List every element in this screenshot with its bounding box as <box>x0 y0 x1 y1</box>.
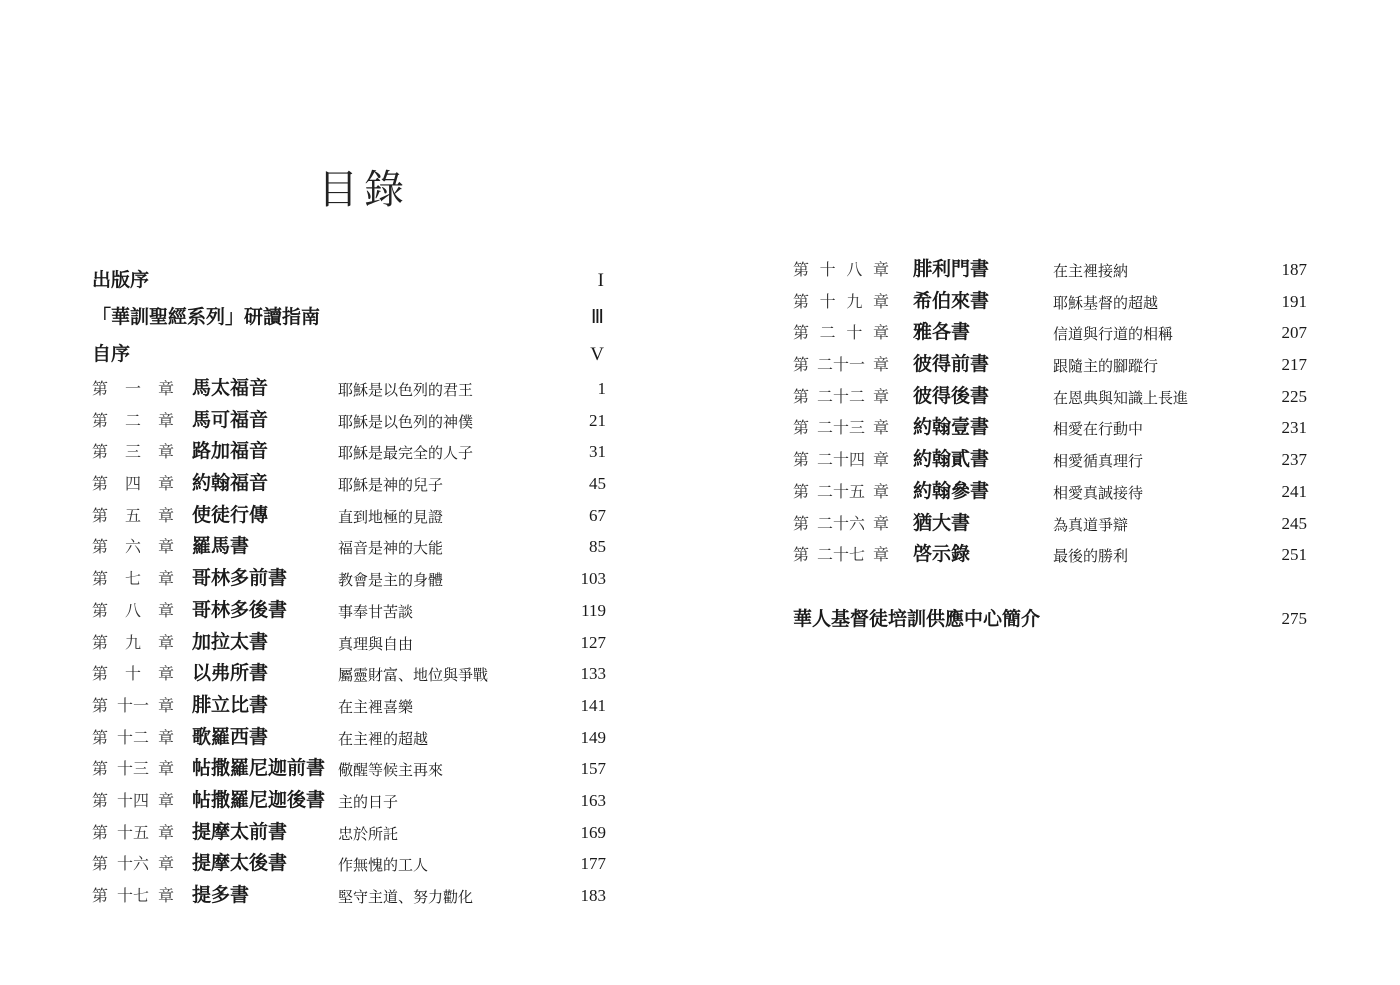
chapter-book-title: 哥林多後書 <box>192 598 288 621</box>
front-matter-page-number: V <box>590 344 604 365</box>
chapter-entry[interactable] <box>92 373 612 405</box>
chapter-number-label <box>92 848 174 880</box>
chapter-label-char: 二十三 <box>816 418 865 438</box>
chapter-label-char: 三 <box>124 442 141 462</box>
chapter-label-char: 九 <box>124 632 141 652</box>
appendix-page-number: 275 <box>1281 608 1307 628</box>
chapter-book-title: 馬可福音 <box>192 408 269 431</box>
chapter-page-number: 169 <box>580 822 606 842</box>
chapter-label-char: 十一 <box>116 695 149 715</box>
page-title: 目錄 <box>318 167 410 213</box>
chapter-theme: 相愛在行動中 <box>1053 420 1144 439</box>
chapter-theme: 耶穌是以色列的神僕 <box>338 412 474 431</box>
chapter-label-char: 第 <box>92 759 109 779</box>
chapter-label-char: 二十一 <box>816 355 865 375</box>
chapter-book-title: 約翰貳書 <box>913 448 990 471</box>
chapter-book-title: 希伯來書 <box>913 289 990 312</box>
chapter-theme: 福音是神的大能 <box>338 539 444 558</box>
chapter-book-title: 彼得後書 <box>913 384 990 407</box>
chapter-book-title: 約翰參書 <box>913 479 990 502</box>
front-matter-title: 自序 <box>92 343 131 365</box>
chapter-page-number: 157 <box>580 759 606 779</box>
chapter-entry[interactable] <box>92 817 612 849</box>
chapter-label-char: 章 <box>157 505 174 525</box>
chapter-label-char: 章 <box>157 759 174 779</box>
chapter-theme: 耶穌是神的兒子 <box>338 476 444 495</box>
chapter-number-label <box>793 444 889 476</box>
front-matter-title: 「華訓聖經系列」研讀指南 <box>92 306 321 328</box>
chapter-label-char: 十四 <box>116 790 149 810</box>
chapter-entry[interactable] <box>92 658 612 690</box>
chapter-entry[interactable] <box>92 563 612 595</box>
chapter-page-number: 177 <box>580 854 606 874</box>
chapter-entry[interactable] <box>793 444 1313 476</box>
chapter-page-number: 241 <box>1281 481 1307 501</box>
chapter-entry[interactable] <box>92 880 612 912</box>
chapter-label-char: 二十五 <box>816 481 865 501</box>
chapter-theme: 跟隨主的腳蹤行 <box>1053 357 1159 376</box>
chapter-book-title: 加拉太書 <box>192 630 269 653</box>
chapter-book-title: 歌羅西書 <box>192 725 269 748</box>
chapter-label-char: 第 <box>92 379 109 398</box>
chapter-label-char: 章 <box>872 450 889 470</box>
chapter-theme: 堅守主道、努力勸化 <box>338 888 474 906</box>
chapter-label-char: 二 <box>124 410 141 430</box>
chapter-theme: 屬靈財富、地位與爭戰 <box>338 666 489 685</box>
chapter-theme: 主的日子 <box>338 792 399 811</box>
chapter-label-char: 一 <box>124 379 141 398</box>
chapter-label-char: 第 <box>92 822 109 842</box>
chapter-number-label <box>92 500 174 532</box>
chapter-label-char: 章 <box>157 379 174 398</box>
front-matter-entry[interactable] <box>92 262 612 299</box>
chapter-theme: 教會是主的身體 <box>338 571 444 590</box>
front-matter-entry[interactable] <box>92 299 612 336</box>
chapter-theme: 耶穌基督的超越 <box>1053 293 1159 312</box>
appendix-title: 華人基督徒培訓供應中心簡介 <box>793 607 1041 630</box>
chapter-label-char: 十七 <box>116 886 149 905</box>
chapter-label-char: 章 <box>872 481 889 501</box>
chapter-label-char: 第 <box>793 513 810 533</box>
chapter-theme: 相愛真誠接待 <box>1053 483 1144 502</box>
chapter-entry[interactable] <box>92 405 612 437</box>
chapter-page-number: 85 <box>589 537 606 557</box>
chapter-number-label <box>793 381 889 413</box>
chapter-entry[interactable] <box>92 848 612 880</box>
chapter-label-char: 四 <box>124 474 141 494</box>
chapter-theme: 在主裡喜樂 <box>338 697 414 716</box>
chapter-theme: 儆醒等候主再來 <box>338 761 444 780</box>
chapter-number-label <box>92 405 174 437</box>
chapter-label-char: 章 <box>157 790 174 810</box>
chapter-number-label <box>92 563 174 595</box>
chapter-number-label <box>793 254 889 286</box>
chapter-label-char: 第 <box>92 854 109 874</box>
chapter-entry[interactable] <box>793 254 1313 286</box>
chapter-book-title: 哥林多前書 <box>192 567 288 590</box>
chapter-book-title: 以弗所書 <box>192 662 269 685</box>
chapter-page-number: 245 <box>1281 513 1307 533</box>
chapter-label-char: 九 <box>846 291 863 311</box>
chapter-page-number: 31 <box>589 442 606 462</box>
chapter-page-number: 127 <box>580 632 606 652</box>
chapter-label-char: 章 <box>872 513 889 533</box>
chapter-label-char: 第 <box>92 442 109 462</box>
chapter-label-char: 第 <box>793 260 810 279</box>
chapter-entry[interactable] <box>793 349 1313 381</box>
chapter-label-char: 十 <box>124 664 141 684</box>
chapter-label-char: 第 <box>793 386 810 406</box>
chapter-entry[interactable] <box>793 286 1313 318</box>
chapter-label-char: 章 <box>157 442 174 462</box>
chapter-number-label <box>92 690 174 722</box>
toc-right-column <box>793 254 1313 639</box>
chapter-entry[interactable] <box>793 381 1313 413</box>
chapter-page-number: 119 <box>581 600 606 620</box>
chapter-number-label <box>92 785 174 817</box>
chapter-number-label <box>793 412 889 444</box>
chapter-page-number: 45 <box>589 474 606 494</box>
chapter-page-number: 163 <box>580 790 606 810</box>
chapter-label-char: 章 <box>872 386 889 406</box>
chapter-number-label <box>793 539 889 571</box>
chapter-page-number: 231 <box>1281 418 1307 438</box>
chapter-page-number: 21 <box>589 410 606 430</box>
chapter-label-char: 七 <box>124 569 141 589</box>
chapter-book-title: 帖撒羅尼迦前書 <box>192 757 326 780</box>
chapter-theme: 為真道爭辯 <box>1053 515 1129 534</box>
chapter-label-char: 第 <box>793 291 810 311</box>
chapter-label-char: 八 <box>846 260 863 279</box>
chapter-book-title: 腓利門書 <box>913 258 990 280</box>
chapter-label-char: 五 <box>124 505 141 525</box>
chapter-label-char: 十 <box>819 260 836 279</box>
chapter-book-title: 帖撒羅尼迦後書 <box>192 788 326 811</box>
chapter-list-right <box>793 254 1313 571</box>
chapter-theme: 在主裡的超越 <box>338 729 429 748</box>
chapter-label-char: 十五 <box>116 822 149 842</box>
chapter-entry[interactable] <box>92 627 612 659</box>
chapter-book-title: 彼得前書 <box>913 353 990 376</box>
chapter-label-char: 第 <box>92 695 109 715</box>
chapter-label-char: 章 <box>872 355 889 375</box>
chapter-number-label <box>92 373 174 405</box>
front-matter-title: 出版序 <box>92 269 150 291</box>
chapter-label-char: 十 <box>846 323 863 343</box>
chapter-entry[interactable] <box>793 539 1313 571</box>
chapter-label-char: 八 <box>124 600 141 620</box>
chapter-number-label <box>92 627 174 659</box>
chapter-label-char: 第 <box>793 355 810 375</box>
chapter-label-char: 章 <box>157 569 174 589</box>
chapter-entry[interactable] <box>793 508 1313 540</box>
chapter-label-char: 二 <box>819 323 836 343</box>
chapter-label-char: 第 <box>793 323 810 343</box>
chapter-book-title: 提摩太前書 <box>192 820 288 843</box>
chapter-entry[interactable] <box>92 785 612 817</box>
chapter-label-char: 章 <box>157 537 174 557</box>
chapter-page-number: 225 <box>1281 386 1307 406</box>
chapter-entry[interactable] <box>793 412 1313 444</box>
chapter-list-left <box>92 373 612 912</box>
chapter-theme: 在主裡接納 <box>1053 262 1129 280</box>
chapter-number-label <box>793 508 889 540</box>
chapter-label-char: 第 <box>92 727 109 747</box>
chapter-label-char: 第 <box>793 418 810 438</box>
chapter-label-char: 十六 <box>116 854 149 874</box>
chapter-label-char: 十三 <box>116 759 149 779</box>
chapter-entry[interactable] <box>92 436 612 468</box>
chapter-number-label <box>92 468 174 500</box>
front-matter-list <box>92 262 612 373</box>
chapter-theme: 真理與自由 <box>338 634 414 653</box>
chapter-entry[interactable] <box>92 500 612 532</box>
chapter-theme: 信道與行道的相稱 <box>1053 325 1174 344</box>
chapter-label-char: 二十七 <box>816 545 865 565</box>
chapter-label-char: 第 <box>92 410 109 430</box>
chapter-page-number: 133 <box>580 664 606 684</box>
chapter-book-title: 腓立比書 <box>192 693 269 716</box>
chapter-page-number: 67 <box>589 505 606 525</box>
chapter-entry[interactable] <box>793 476 1313 508</box>
chapter-label-char: 章 <box>157 600 174 620</box>
chapter-theme: 耶穌是最完全的人子 <box>338 444 474 463</box>
chapter-label-char: 章 <box>157 695 174 715</box>
chapter-label-char: 第 <box>92 600 109 620</box>
chapter-page-number: 251 <box>1281 545 1307 565</box>
chapter-page-number: 217 <box>1281 355 1307 375</box>
chapter-label-char: 二十六 <box>816 513 865 533</box>
chapter-label-char: 第 <box>92 886 109 905</box>
front-matter-page-number: I <box>597 270 604 291</box>
chapter-label-char: 章 <box>157 664 174 684</box>
chapter-page-number: 191 <box>1281 291 1307 311</box>
chapter-book-title: 路加福音 <box>192 440 269 463</box>
chapter-entry[interactable] <box>92 722 612 754</box>
chapter-theme: 最後的勝利 <box>1053 547 1129 566</box>
chapter-number-label <box>793 286 889 318</box>
chapter-number-label <box>92 531 174 563</box>
chapter-entry[interactable] <box>92 690 612 722</box>
chapter-number-label <box>793 349 889 381</box>
chapter-page-number: 207 <box>1281 323 1307 343</box>
chapter-book-title: 使徒行傳 <box>192 503 269 526</box>
chapter-page-number: 183 <box>580 886 606 905</box>
chapter-label-char: 章 <box>157 410 174 430</box>
chapter-label-char: 章 <box>872 545 889 565</box>
chapter-entry[interactable] <box>92 531 612 563</box>
chapter-label-char: 第 <box>793 450 810 470</box>
chapter-number-label <box>793 476 889 508</box>
chapter-label-char: 章 <box>157 632 174 652</box>
chapter-label-char: 第 <box>92 632 109 652</box>
chapter-book-title: 約翰壹書 <box>913 416 990 439</box>
chapter-theme: 耶穌是以色列的君王 <box>338 381 474 399</box>
chapter-book-title: 約翰福音 <box>192 472 269 495</box>
chapter-theme: 作無愧的工人 <box>338 856 429 875</box>
chapter-label-char: 二十四 <box>816 450 865 470</box>
chapter-label-char: 章 <box>872 291 889 311</box>
chapter-label-char: 第 <box>92 505 109 525</box>
chapter-theme: 事奉甘苦談 <box>338 602 414 621</box>
chapter-label-char: 章 <box>157 727 174 747</box>
chapter-label-char: 章 <box>872 418 889 438</box>
chapter-label-char: 十 <box>819 291 836 311</box>
chapter-number-label <box>92 436 174 468</box>
chapter-label-char: 二十二 <box>816 386 865 406</box>
chapter-page-number: 103 <box>580 569 606 589</box>
chapter-label-char: 章 <box>157 886 174 905</box>
chapter-theme: 相愛循真理行 <box>1053 452 1144 471</box>
chapter-number-label <box>92 880 174 912</box>
chapter-label-char: 第 <box>793 481 810 501</box>
chapter-page-number: 1 <box>597 379 606 398</box>
chapter-number-label <box>793 317 889 349</box>
chapter-page-number: 149 <box>580 727 606 747</box>
chapter-number-label <box>92 595 174 627</box>
chapter-entry[interactable] <box>92 595 612 627</box>
front-matter-page-number: Ⅲ <box>590 307 604 328</box>
chapter-entry[interactable] <box>793 317 1313 349</box>
chapter-book-title: 馬太福音 <box>192 377 269 399</box>
chapter-label-char: 第 <box>92 664 109 684</box>
chapter-page-number: 187 <box>1281 260 1307 279</box>
chapter-book-title: 啓示錄 <box>913 543 971 566</box>
chapter-label-char: 第 <box>793 545 810 565</box>
chapter-label-char: 章 <box>872 260 889 279</box>
chapter-label-char: 章 <box>157 822 174 842</box>
chapter-number-label <box>92 817 174 849</box>
chapter-entry[interactable] <box>92 753 612 785</box>
chapter-label-char: 章 <box>872 323 889 343</box>
chapter-book-title: 提摩太後書 <box>192 852 288 875</box>
chapter-book-title: 雅各書 <box>913 321 971 344</box>
chapter-theme: 直到地極的見證 <box>338 507 444 526</box>
chapter-book-title: 羅馬書 <box>192 535 250 558</box>
chapter-page-number: 237 <box>1281 450 1307 470</box>
chapter-number-label <box>92 753 174 785</box>
chapter-label-char: 第 <box>92 569 109 589</box>
front-matter-entry[interactable] <box>92 336 612 373</box>
chapter-theme: 忠於所託 <box>338 824 399 843</box>
chapter-page-number: 141 <box>580 695 606 715</box>
chapter-label-char: 章 <box>157 854 174 874</box>
chapter-number-label <box>92 658 174 690</box>
chapter-label-char: 第 <box>92 474 109 494</box>
chapter-book-title: 提多書 <box>192 884 250 906</box>
chapter-label-char: 第 <box>92 790 109 810</box>
toc-left-column <box>92 262 612 912</box>
chapter-theme: 在恩典與知識上長進 <box>1053 388 1189 407</box>
chapter-number-label <box>92 722 174 754</box>
chapter-label-char: 十二 <box>116 727 149 747</box>
chapter-entry[interactable] <box>92 468 612 500</box>
chapter-label-char: 六 <box>124 537 141 557</box>
chapter-label-char: 第 <box>92 537 109 557</box>
chapter-book-title: 猶大書 <box>913 511 971 534</box>
chapter-label-char: 章 <box>157 474 174 494</box>
appendix-entry[interactable] <box>793 599 1313 639</box>
